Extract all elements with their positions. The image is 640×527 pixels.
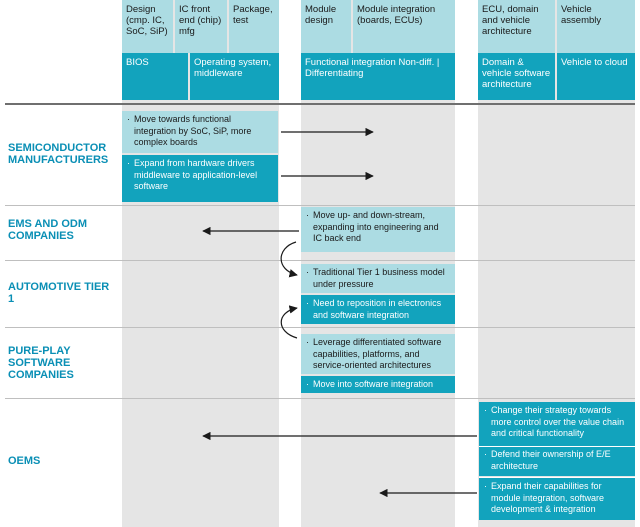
header-package-test-label: Package, test <box>233 4 273 26</box>
subheader-domain-software-label: Domain & vehicle software architecture <box>482 57 551 90</box>
semi-box-functional-integration: · Move towards functional integration by SoC, SiP, more complex boards <box>122 111 278 153</box>
software-box-integration: · Move into software integration <box>301 376 455 393</box>
row-label-tier1: AUTOMOTIVE TIER 1 <box>8 281 110 305</box>
row-label-ems: EMS AND ODM COMPANIES <box>8 218 88 242</box>
header-vehicle-assembly-label: Vehicle assembly <box>561 4 602 26</box>
row-label-oems: OEMS <box>8 455 41 467</box>
oem-box-ee-architecture: · Defend their ownership of E/E architecture <box>479 446 635 476</box>
software-box-leverage: · Leverage differentiated software capabilities, platforms, and service-oriented architectures <box>301 334 455 374</box>
ems-box-move-streams: · Move up- and down-stream, expanding into engineering and IC back end <box>301 207 455 252</box>
arrow-ems-to-tier1-curve <box>281 242 297 275</box>
subheader-os-middleware-label: Operating system, middleware <box>194 57 272 79</box>
oem-box-expand-capabilities: · Expand their capabilities for module integration, software development & integration <box>479 478 635 520</box>
subheader-functional-integration-label: Functional integration Non-diff. | Differentiating <box>305 57 440 79</box>
semi-box-software-expansion: · Expand from hardware drivers middleware to application-level software <box>122 155 278 202</box>
row-label-semiconductor: SEMICONDUCTOR MANUFACTURERS <box>8 142 109 166</box>
header-module-integration-label: Module integration (boards, ECUs) <box>357 4 436 26</box>
tier1-box-reposition: · Need to reposition in electronics and software integration <box>301 295 455 324</box>
subheader-vehicle-to-cloud-label: Vehicle to cloud <box>561 57 628 68</box>
header-ic-front-end-label: IC front end (chip) mfg <box>179 4 222 37</box>
row-label-software: PURE-PLAY SOFTWARE COMPANIES <box>8 345 74 381</box>
header-design-label: Design (cmp. IC, SoC, SiP) <box>126 4 168 37</box>
arrow-software-to-tier1-curve <box>281 308 297 338</box>
tier1-box-pressure: · Traditional Tier 1 business model under pressure <box>301 264 455 293</box>
subheader-bios-label: BIOS <box>126 57 149 68</box>
oem-box-strategy: · Change their strategy towards more control over the value chain and critical functionality <box>479 402 635 446</box>
header-ecu-architecture-label: ECU, domain and vehicle architecture <box>482 4 539 37</box>
header-module-design-label: Module design <box>305 4 337 26</box>
